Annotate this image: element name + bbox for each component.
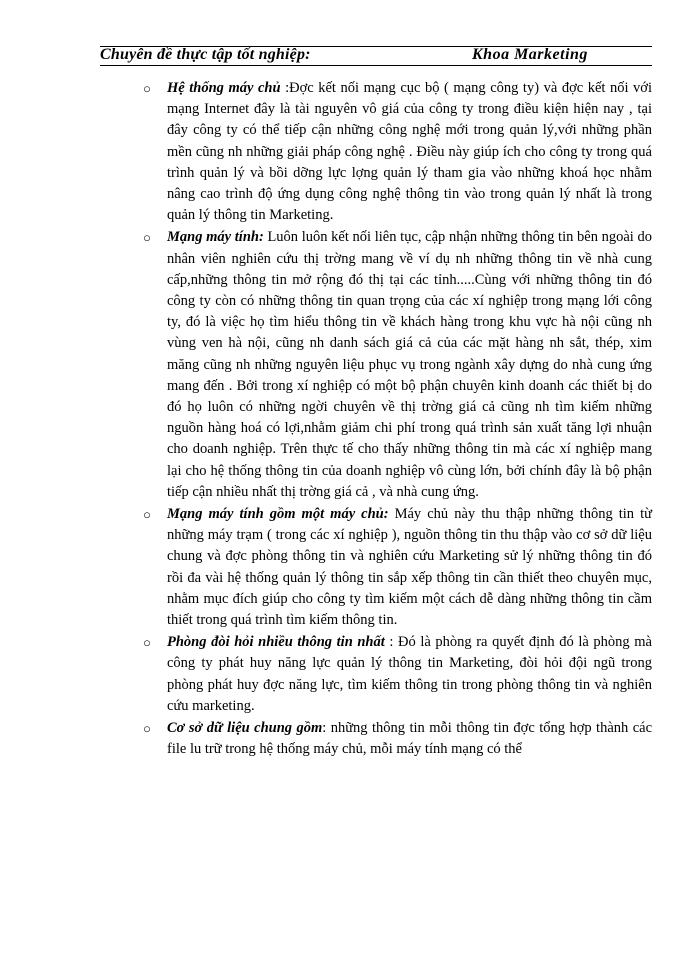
circle-bullet-icon: ○ [143,635,151,651]
header-bottom-rule [100,65,652,66]
page-header [100,38,652,68]
item-term: Mạng máy tính: [167,229,264,246]
item-text: Máy chủ này thu thập những thông tin từ những máy trạm ( trong các xí nghiệp ), nguồn thông tin thu thập vào cơ sở dữ liệu chung và đợc phòng thông tin và nghiên cứu Marketing sử lý những thông tin đó rồi đa vài hệ thống quản lý thông tin sắp xếp thông tin cần thiết theo chuyên mục, nhằm mục đích giúp cho công ty tìm kiếm một cách dễ dàng những thông tin cầm thiết trong quá trình tìm kiếm thông tin. [167,506,652,629]
header-right-title: Khoa Marketing [472,46,588,63]
bullet-list [143,78,652,761]
circle-bullet-icon: ○ [143,507,151,523]
list-item [143,78,652,226]
item-term: Mạng máy tính gồm một máy chủ: [167,506,389,523]
item-text: : Đó là phòng ra quyết định đó là phòng mà công ty phát huy năng lực quản lý thông tin Marketing, đòi hỏi đội ngũ trong phòng phát huy đợc năng lực, tìm kiếm thông tin trong phòng thông tin và nghiên cứu marketing. [167,634,652,714]
item-term: Hệ thống máy chủ [167,80,281,96]
circle-bullet-icon: ○ [143,230,151,246]
circle-bullet-icon: ○ [143,721,151,737]
document-body [143,78,652,762]
header-left-title: Chuyên đề thực tập tốt nghiệp: [100,46,311,63]
circle-bullet-icon: ○ [143,81,151,96]
item-text: Luôn luôn kết nối liên tục, cập nhận những thông tin bên ngoài do nhân viên nghiên cứu thị trờng mang về ví dụ nh những thông tin về nhà cung cấp,những thông tin mở rộng đó thị tại các tỉnh.....Cùng với những thông tin đó công ty còn có những thông tin quan trọng của các xí nghiệp trong mạng lới công ty, đó là việc họ tìm hiểu thông tin về khách hàng trong khu vực hà nội cũng nh vùng ven hà nội, cũng nh danh sách giá cả của các mặt hàng nh sắt, thép, xim măng cũng nh những nguyên liệu phục vụ trong ngành xây dựng do nhà cung ứng mang đến . Bởi trong xí nghiệp có một bộ phận chuyên kinh doanh các thiết bị do đó họ luôn có những ngời chuyên về thị trờng giá cả cũng nh tìm kiếm những nguồn hàng hoá có lợi,nhằm giảm chi phí trong quá trình sản xuất tăng lợi nhuận cho doanh nghiệp. Trên thực tế cho thấy những thông tin mà các xí nghiệp mang lại cho hệ thống thông tin của doanh nghiệp vô cùng lớn, bởi chính đây là bộ phận tiếp cận nhiều nhất thị trờng giá cả , và nhà cung ứng. [167,229,652,500]
item-text: : những thông tin mỗi thông tin đợc tổng hợp thành các file lu trữ trong hệ thống máy chủ, mỗi máy tính mạng có thể [167,720,653,758]
list-item [143,227,652,503]
item-term: Phòng đòi hỏi nhiều thông tin nhất [167,634,385,651]
list-item [143,632,652,717]
list-item [143,504,652,631]
item-text: :Đợc kết nối mạng cục bộ ( mạng công ty) và đợc kết nối với mạng Internet đây là tài nguyên vô giá của công ty trong điều kiện hiện nay , tại đây công ty có thể tiếp cận những công nghệ mới trong quản lý,với những phần mền cũng nh những giải pháp công nghệ . Điều này giúp ích cho công ty trong quá trình quản lý và bồi dỡng lực lợng quản lý tham gia vào những khoá học nhằm nâng cao trình độ ứng dụng công nghệ thông tin vào trong quản lý nhất là trong quản lý thông tin Marketing. [167,80,652,224]
item-term: Cơ sở dữ liệu chung gồm [167,720,323,737]
list-item [143,718,652,760]
